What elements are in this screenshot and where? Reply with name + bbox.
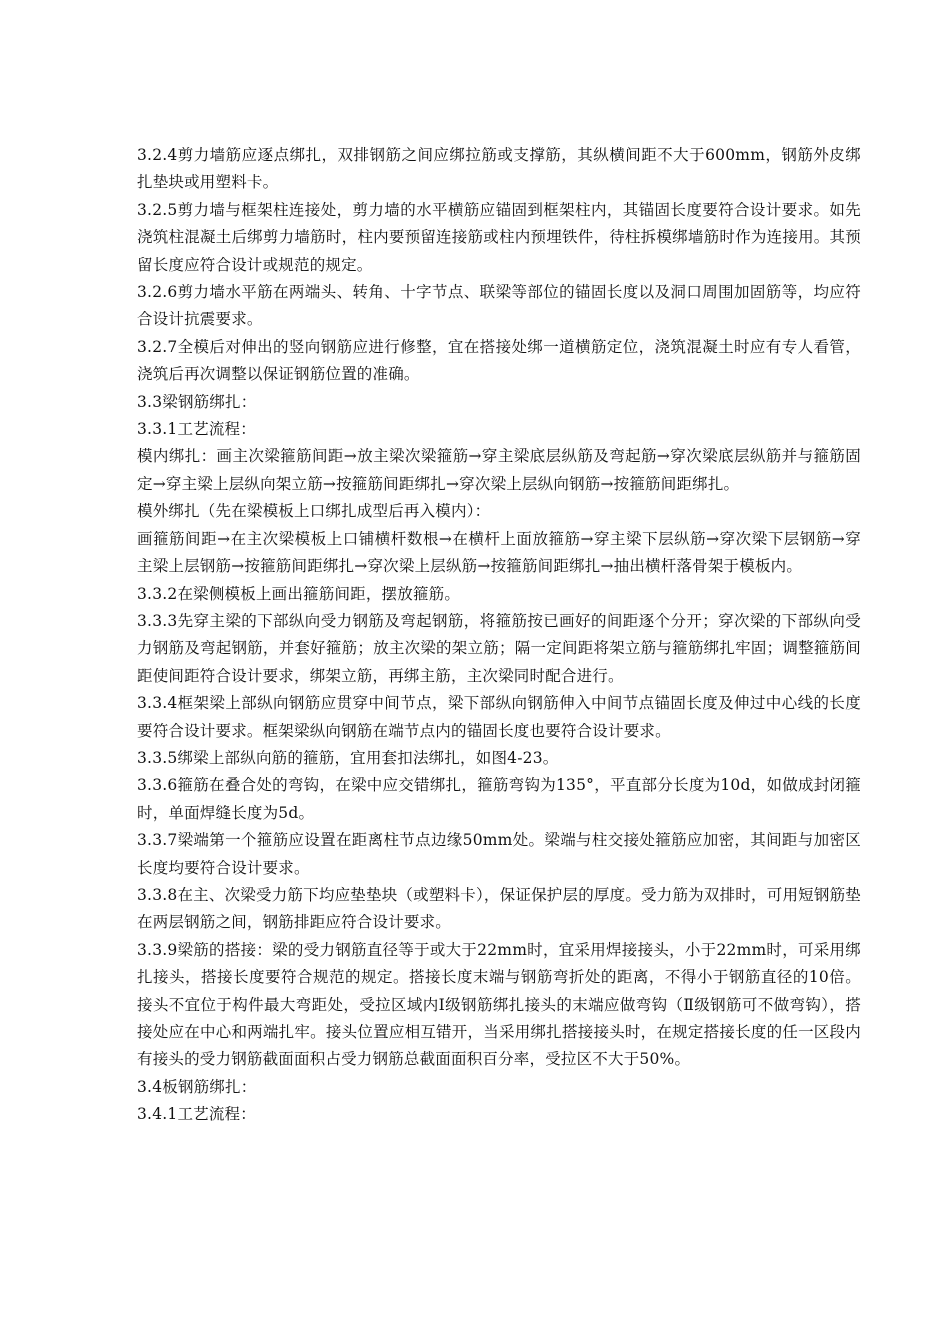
section-heading-3-4: 3.4板钢筋绑扎：	[137, 1077, 257, 1096]
paragraph-3-3-2: 3.3.2在梁侧模板上画出箍筋间距，摆放箍筋。	[137, 584, 461, 603]
document-body	[137, 142, 861, 1129]
paragraph-out-mold-binding-title: 模外绑扎（先在梁模板上口绑扎成型后再入模内）：	[137, 502, 491, 521]
paragraph-3-2-6: 3.2.6剪力墙水平筋在两端头、转角、十字节点、联梁等部位的锚固长度以及洞口周围加固筋等，均应符合设计抗震要求。	[137, 283, 861, 329]
paragraph-3-3-4: 3.3.4框架梁上部纵向钢筋应贯穿中间节点，梁下部纵向钢筋伸入中间节点锚固长度及伸过中心线的长度要符合设计要求。框架梁纵向钢筋在端节点内的锚固长度也要符合设计要求。	[137, 694, 861, 740]
section-heading-3-3: 3.3梁钢筋绑扎：	[137, 392, 257, 411]
paragraph-3-3-9: 3.3.9梁筋的搭接：梁的受力钢筋直径等于或大于22mm时，宜采用焊接接头，小于22mm时，可采用绑扎接头，搭接长度要符合规范的规定。搭接长度末端与钢筋弯折处的距离，不得小于钢筋直径的10倍。接头不宜位于构件最大弯距处，受拉区域内Ⅰ级钢筋绑扎接头的末端应做弯钩（Ⅱ级钢筋可不做弯钩），搭接处应在中心和两端扎牢。接头位置应相互错开，当采用绑扎搭接接头时，在规定搭接长度的任一区段内有接头的受力钢筋截面面积占受力钢筋总截面面积百分率，受拉区不大于50%。	[137, 940, 861, 1069]
paragraph-3-3-6: 3.3.6箍筋在叠合处的弯钩，在梁中应交错绑扎，箍筋弯钩为135°，平直部分长度为10d，如做成封闭箍时，单面焊缝长度为5d。	[137, 776, 861, 822]
paragraph-3-2-7: 3.2.7全模后对伸出的竖向钢筋应进行修整，宜在搭接处绑一道横筋定位，浇筑混凝土时应有专人看管，浇筑后再次调整以保证钢筋位置的准确。	[137, 337, 861, 384]
paragraph-3-3-5: 3.3.5绑梁上部纵向筋的箍筋，宜用套扣法绑扎，如图4-23。	[137, 748, 559, 767]
paragraph-out-mold-binding-steps: 画箍筋间距→在主次梁模板上口铺横杆数根→在横杆上面放箍筋→穿主梁下层纵筋→穿次梁下层钢筋→穿主梁上层钢筋→按箍筋间距绑扎→穿次梁上层纵筋→按箍筋间距绑扎→抽出横杆落骨架于模板内。	[137, 529, 861, 576]
paragraph-in-mold-binding: 模内绑扎：画主次梁箍筋间距→放主梁次梁箍筋→穿主梁底层纵筋及弯起筋→穿次梁底层纵筋并与箍筋固定→穿主梁上层纵向架立筋→按箍筋间距绑扎→穿次梁上层纵向钢筋→按箍筋间距绑扎。	[137, 447, 861, 493]
paragraph-3-3-8: 3.3.8在主、次梁受力筋下均应垫垫块（或塑料卡），保证保护层的厚度。受力筋为双排时，可用短钢筋垫在两层钢筋之间，钢筋排距应符合设计要求。	[137, 885, 861, 932]
paragraph-3-3-3: 3.3.3先穿主梁的下部纵向受力钢筋及弯起钢筋，将箍筋按已画好的间距逐个分开；穿次梁的下部纵向受力钢筋及弯起钢筋，并套好箍筋；放主次梁的架立筋；隔一定间距将架立筋与箍筋绑扎牢固；调整箍筋间距使间距符合设计要求，绑架立筋，再绑主筋，主次梁同时配合进行。	[137, 611, 861, 685]
subheading-3-3-1: 3.3.1工艺流程：	[137, 420, 256, 439]
paragraph-3-2-5: 3.2.5剪力墙与框架柱连接处，剪力墙的水平横筋应锚固到框架柱内，其锚固长度要符合设计要求。如先浇筑柱混凝土后绑剪力墙筋时，柱内要预留连接筋或柱内预埋铁件，待柱拆模绑墙筋时作为连接用。其预留长度应符合设计或规范的规定。	[137, 200, 861, 274]
subheading-3-4-1: 3.4.1工艺流程：	[137, 1105, 256, 1124]
paragraph-3-3-7: 3.3.7梁端第一个箍筋应设置在距离柱节点边缘50mm处。梁端与柱交接处箍筋应加密，其间距与加密区长度均要符合设计要求。	[137, 831, 861, 877]
paragraph-3-2-4: 3.2.4剪力墙筋应逐点绑扎，双排钢筋之间应绑拉筋或支撑筋，其纵横间距不大于600mm，钢筋外皮绑扎垫块或用塑料卡。	[137, 146, 861, 192]
